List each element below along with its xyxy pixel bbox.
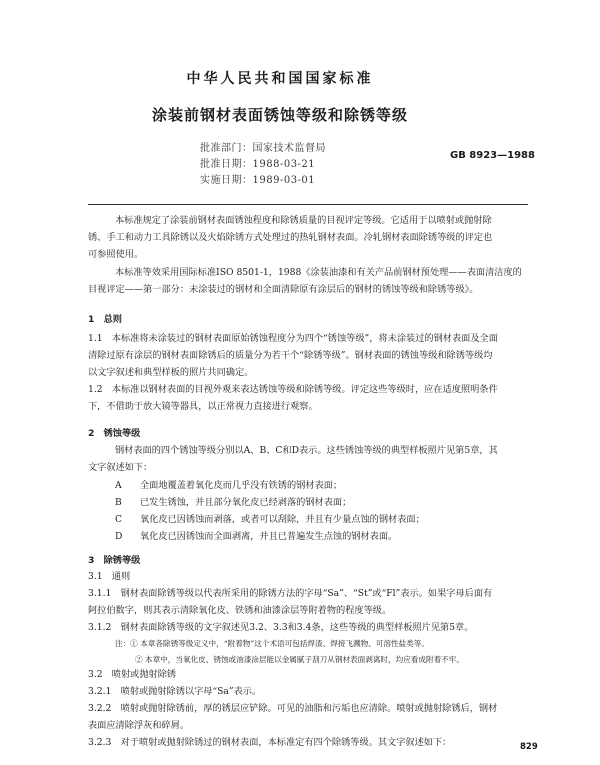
- intro-line: 目视评定——第一部分：未涂装过的钢材和全面清除原有涂层后的钢材的锈蚀等级和除锈等级》。: [88, 284, 479, 295]
- clause-3-2-2-cont: 表面应清除浮灰和碎屑。: [88, 720, 190, 731]
- standard-code: GB 8923—1988: [450, 150, 535, 161]
- clause-3-2-3: 3.2.3 对于喷射或抛射除锈过的钢材表面，本标准定有四个除锈等级。其文字叙述如下：: [88, 737, 452, 748]
- effective-date: 实施日期：1989-03-01: [200, 175, 316, 186]
- clause-3-1-2: 3.1.2 钢材表面除锈等级的文字叙述见3.2、3.3和3.4条，这些等级的典型样板照片见第5章。: [88, 622, 474, 633]
- page-number: 829: [520, 742, 538, 752]
- document-title: 涂装前钢材表面锈蚀等级和除锈等级: [151, 106, 408, 124]
- grade-letter: A: [115, 480, 122, 491]
- section-1-line: 1.2 本标准以钢材表面的目视外观来表达锈蚀等级和除锈等级。评定这些等级时，应在适度照明条件: [88, 384, 498, 395]
- section-1-line: 1.1 本标准将未涂装过的钢材表面原始锈蚀程度分为四个“锈蚀等级”，将未涂装过的钢材表面及全面: [88, 333, 498, 344]
- grade-letter: D: [115, 531, 123, 542]
- section-1-line: 以文字叙述和典型样板的照片共同确定。: [88, 367, 254, 378]
- note-1: 注：① 本章各除锈等级定义中，“附着物”这个术语可包括焊渣、焊接飞溅物、可溶性盐类等。: [115, 639, 429, 648]
- clause-3-2-1: 3.2.1 喷射或抛射除锈以字母“Sa”表示。: [88, 686, 262, 697]
- note-2: ② 本章中，当氧化皮、锈蚀或油漆涂层能以金属腻子刮刀从钢材表面剥离时，均应看成附着不牢。: [135, 655, 464, 664]
- section-1-line: 下，不借助于放大镜等器具，以正常视力直接进行观察。: [88, 401, 318, 412]
- clause-3-1: 3.1 通则: [88, 571, 131, 582]
- grade-text: 全面地覆盖着氧化皮而几乎没有铁锈的钢材表面；: [140, 480, 343, 491]
- section-2-heading: 2 锈蚀等级: [88, 428, 141, 439]
- intro-line: 可参照使用。: [88, 249, 144, 260]
- clause-3-2: 3.2 喷射或抛射除锈: [88, 669, 177, 680]
- header-rule: [88, 204, 528, 205]
- grade-text: 已发生锈蚀，并且部分氧化皮已经剥落的钢材表面；: [140, 497, 352, 508]
- grade-text: 氧化皮已因锈蚀而剥落，或者可以刮除，并且有少量点蚀的钢材表面；: [140, 514, 425, 525]
- intro-line: 本标准等效采用国际标准ISO 8501-1，1988《涂装油漆和有关产品前钢材预处理——表面清洁度的: [115, 267, 522, 278]
- grade-letter: C: [115, 514, 123, 525]
- grade-text: 氧化皮已因锈蚀而全面剥离，并且已普遍发生点蚀的钢材表面。: [140, 531, 398, 542]
- intro-line: 本标准规定了涂装前钢材表面锈蚀程度和除锈质量的目视评定等级。它适用于以喷射或抛射除: [115, 215, 492, 226]
- section-1-line: 清除过原有涂层的钢材表面除锈后的质量分为若干个“除锈等级”。钢材表面的锈蚀等级和除锈等级均: [88, 350, 493, 361]
- clause-3-1-1: 3.1.1 钢材表面除锈等级以代表所采用的除锈方法的字母“Sa”、“St”或“Fl”表示。如果字母后面有: [88, 588, 493, 599]
- section-3-heading: 3 除锈等级: [88, 555, 141, 566]
- grade-letter: B: [115, 497, 122, 508]
- intro-line: 锈、手工和动力工具除锈以及火焰除锈方式处理过的热轧钢材表面。冷轧钢材表面除锈等级的评定也: [88, 232, 493, 243]
- approval-date: 批准日期：1988-03-21: [200, 159, 316, 170]
- clause-3-2-2: 3.2.2 喷射或抛射除锈前，厚的锈层应铲除。可见的油脂和污垢也应清除。喷射或抛射除锈后，钢材: [88, 703, 498, 714]
- section-2-line: 文字叙述如下：: [88, 462, 153, 473]
- clause-3-1-1-cont: 阿拉伯数字，则其表示清除氧化皮、铁锈和油漆涂层等附着物的程度等级。: [88, 605, 392, 616]
- section-1-heading: 1 总则: [88, 314, 122, 325]
- approved-by: 批准部门：国家技术监督局: [200, 143, 326, 154]
- section-2-line: 钢材表面的四个锈蚀等级分别以A、B、C和D表示。这些锈蚀等级的典型样板照片见第5章，其: [115, 445, 498, 456]
- state-standard-heading: 中华人民共和国国家标准: [186, 71, 374, 87]
